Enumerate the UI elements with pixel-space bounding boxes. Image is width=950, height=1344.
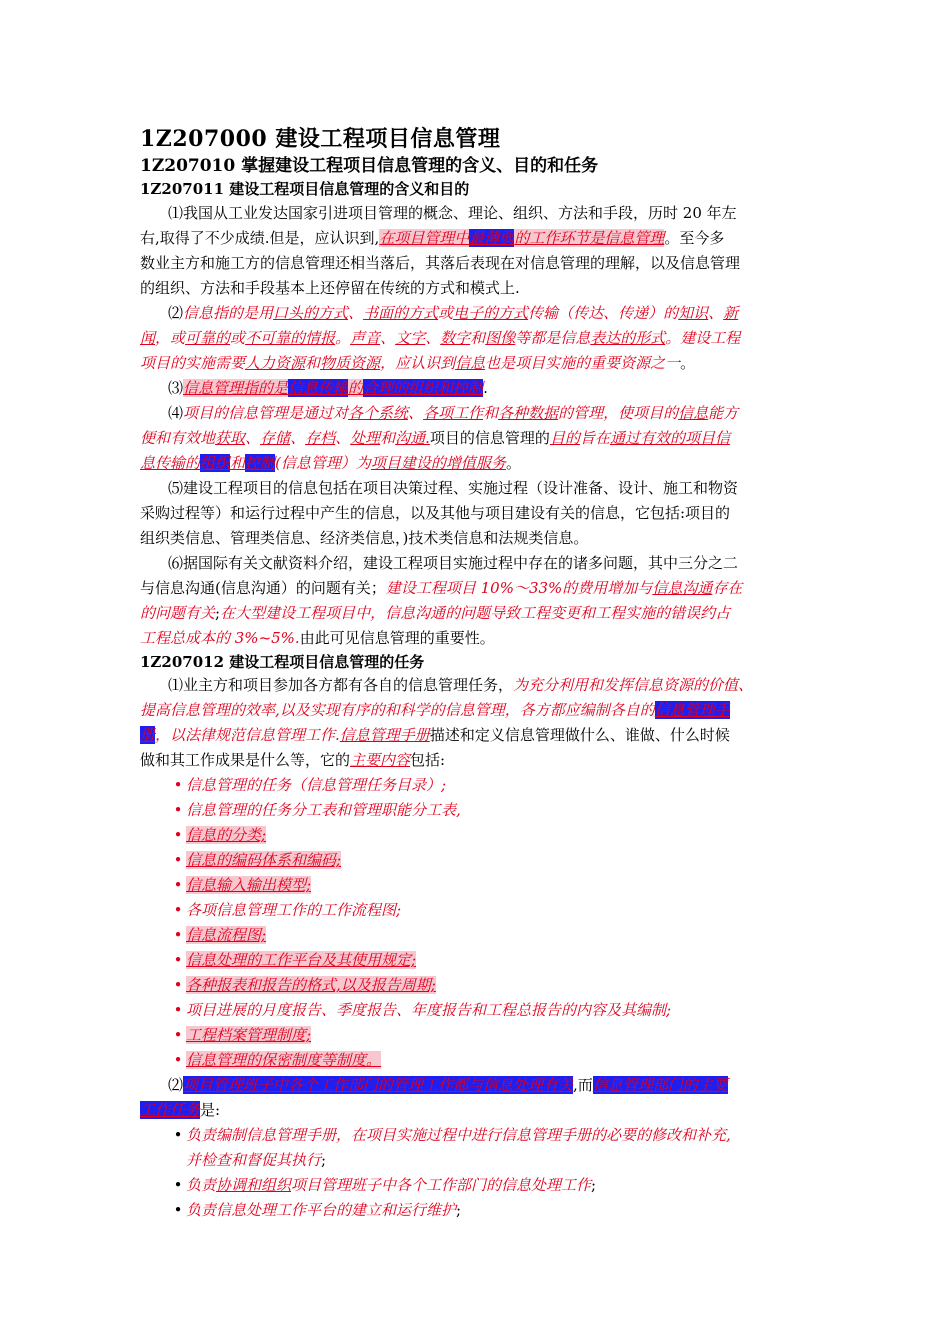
para-1-line: ⑴我国从工业发达国家引进项目管理的概念、理论、组织、方法和手段，历时 20 年左 xyxy=(168,204,737,222)
para-6-line: 与信息沟通(信息沟通）的问题有关；建设工程项目 10%～33%的费用增加与信息沟通存在 xyxy=(140,579,743,597)
list-item: • 信息处理的工作平台及其使用规定; xyxy=(173,951,417,969)
list-item: • 信息管理的保密制度等制度。 xyxy=(173,1051,382,1069)
para-2-line: ⑵信息指的是用口头的方式、书面的方式或电子的方式传输（传达、传递）的知识、新 xyxy=(168,304,739,322)
list-item: • 各种报表和报告的格式,以及报告周期; xyxy=(173,976,436,994)
para-6-line: ⑹据国际有关文献资料介绍，建设工程项目实施过程中存在的诸多问题，其中三分之二 xyxy=(168,554,739,572)
section-heading: 1Z207010 掌握建设工程项目信息管理的含义、目的和任务 xyxy=(140,156,599,176)
list-item: • 信息管理的任务（信息管理任务目录）; xyxy=(173,776,447,794)
para-8-line: ⑵项目管理班子中各个工作部门的管理工作都与信息处理有关,而信息管理部门的主要 xyxy=(168,1076,728,1094)
para-1-line: 的组织、方法和手段基本上还停留在传统的方式和模式上. xyxy=(140,279,520,297)
para-6-line: 的问题有关;在大型建设工程项目中，信息沟通的问题导致工程变更和工程实施的错误约占 xyxy=(140,604,731,622)
para-7-line: 做和其工作成果是什么等，它的主要内容包括: xyxy=(140,751,446,769)
para-4-line: 便和有效地获取、存储、存档、处理和沟通.项目的信息管理的目的旨在通过有效的项目信 xyxy=(140,429,730,447)
para-5-line: 组织类信息、管理类信息、经济类信息，)技术类信息和法规类信息。 xyxy=(140,529,589,547)
list-item-continuation: 并检查和督促其执行; xyxy=(186,1151,327,1169)
para-7-line: ⑴业主方和项目参加各方都有各自的信息管理任务，为充分利用和发挥信息资源的价值、 xyxy=(168,676,754,694)
list-item: • 信息管理的任务分工表和管理职能分工表, xyxy=(173,801,461,819)
list-item: • 项目进展的月度报告、季度报告、年度报告和工程总报告的内容及其编制; xyxy=(173,1001,672,1019)
para-2-line: 闻，或可靠的或不可靠的情报。声音、文字、数字和图像等都是信息表达的形式。建设工程 xyxy=(140,329,741,347)
para-6-line: 工程总成本的 3%~5%.由此可见信息管理的重要性。 xyxy=(140,629,495,647)
para-4-line: 息传输的组织和控制(信息管理）为项目建设的增值服务。 xyxy=(140,454,521,472)
paragraph-block-2 xyxy=(140,673,816,773)
para-1-line: 右,取得了不少成绩.但是，应认识到,在项目管理中最薄弱的工作环节是信息管理。至今多 xyxy=(140,229,725,247)
para-7-line: 提高信息管理的效率,以及实现有序的和科学的信息管理，各方都应编制各自的信息管理手 xyxy=(140,701,730,719)
paragraph-block-3 xyxy=(140,1073,816,1123)
para-2-line: 项目的实施需要人力资源和物质资源，应认识到信息也是项目实施的重要资源之一。 xyxy=(140,354,696,372)
para-5-line: ⑸建设工程项目的信息包括在项目决策过程、实施过程（设计准备、设计、施工和物资 xyxy=(168,479,739,497)
list-item: • 信息流程图; xyxy=(173,926,267,944)
list-item: • 信息输入输出模型; xyxy=(173,876,312,894)
para-4-line: ⑷项目的信息管理是通过对各个系统、各项工作和各种数据的管理，使项目的信息能方 xyxy=(168,404,739,422)
para-7-line: 册，以法律规范信息管理工作.信息管理手册描述和定义信息管理做什么、谁做、什么时候 xyxy=(140,726,730,744)
para-1-line: 数业主方和施工方的信息管理还相当落后，其落后表现在对信息管理的理解，以及信息管理 xyxy=(140,254,741,272)
subsection-heading-1: 1Z207011 建设工程项目信息管理的含义和目的 xyxy=(140,180,470,198)
task-content-list xyxy=(170,773,830,1073)
list-item: • 负责协调和组织项目管理班子中各个工作部门的信息处理工作; xyxy=(173,1176,597,1194)
list-item: • 工程档案管理制度; xyxy=(173,1026,312,1044)
page-title: 1Z207000 建设工程项目信息管理 xyxy=(140,126,501,152)
list-item: • 负责信息处理工作平台的建立和运行维护; xyxy=(173,1201,462,1219)
list-item: • 信息的编码体系和编码; xyxy=(173,851,342,869)
department-task-list xyxy=(170,1123,830,1223)
list-item: • 信息的分类; xyxy=(173,826,267,844)
para-3-line: ⑶信息管理指的是信息传输的合理的组织和控制. xyxy=(168,379,488,397)
para-8-line: 工作任务是: xyxy=(140,1101,221,1119)
list-item: • 各项信息管理工作的工作流程图; xyxy=(173,901,402,919)
subsection-heading-2: 1Z207012 建设工程项目信息管理的任务 xyxy=(140,653,425,671)
para-5-line: 采购过程等）和运行过程中产生的信息，以及其他与项目建设有关的信息，它包括:项目的 xyxy=(140,504,731,522)
paragraph-block-1 xyxy=(140,201,816,651)
list-item: • 负责编制信息管理手册，在项目实施过程中进行信息管理手册的必要的修改和补充, xyxy=(173,1126,731,1144)
